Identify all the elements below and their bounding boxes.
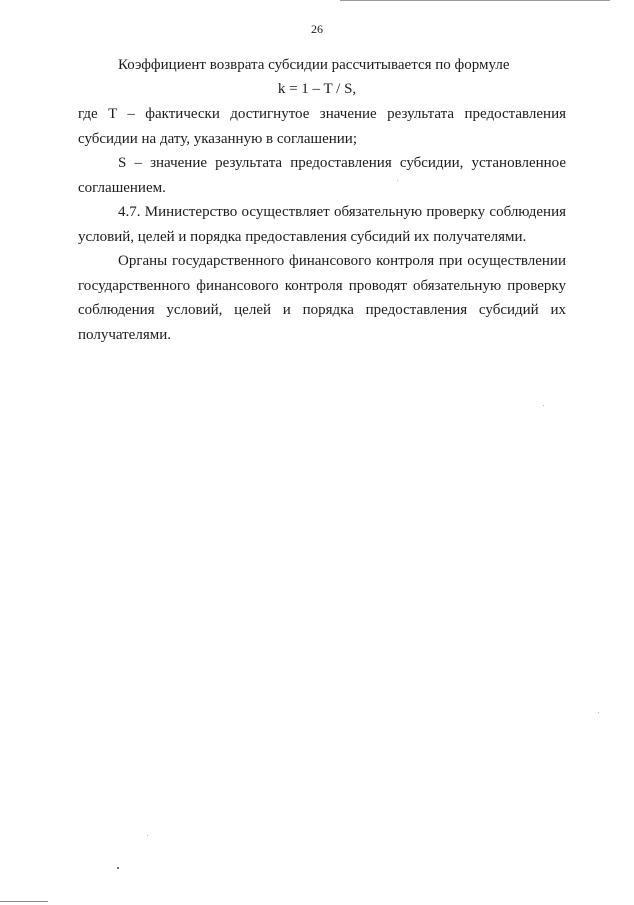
top-edge-rule	[340, 0, 610, 1]
definition-s-paragraph: S – значение результата предоставления субсидии, установленное соглашением.	[78, 155, 566, 196]
return-coefficient-formula: k = 1 – T / S,	[277, 81, 357, 97]
scan-speck	[543, 405, 544, 406]
formula-intro-text: Коэффициент возврата субсидии рассчитывается по формуле	[118, 57, 510, 73]
page-number: 26	[311, 22, 323, 36]
scan-speck	[397, 180, 398, 181]
scan-speck	[117, 867, 119, 869]
clause-4-7-paragraph: 4.7. Министерство осуществляет обязательную проверку соблюдения условий, целей и порядка предоставления субсидий их получателями.	[78, 204, 566, 245]
definition-t-paragraph: где T – фактически достигнутое значение результата предоставления субсидии на дату, указанную в соглашении;	[78, 106, 566, 147]
bottom-edge-rule	[0, 901, 48, 902]
scan-speck	[147, 835, 148, 836]
definitions-block	[78, 102, 566, 347]
scan-speck	[598, 712, 599, 713]
state-financial-control-paragraph: Органы государственного финансового контроля при осуществлении государственного финансового контроля проводят обязательную проверку соблюдения условий, целей и порядка предоставления субсидий их получателями.	[78, 253, 566, 343]
